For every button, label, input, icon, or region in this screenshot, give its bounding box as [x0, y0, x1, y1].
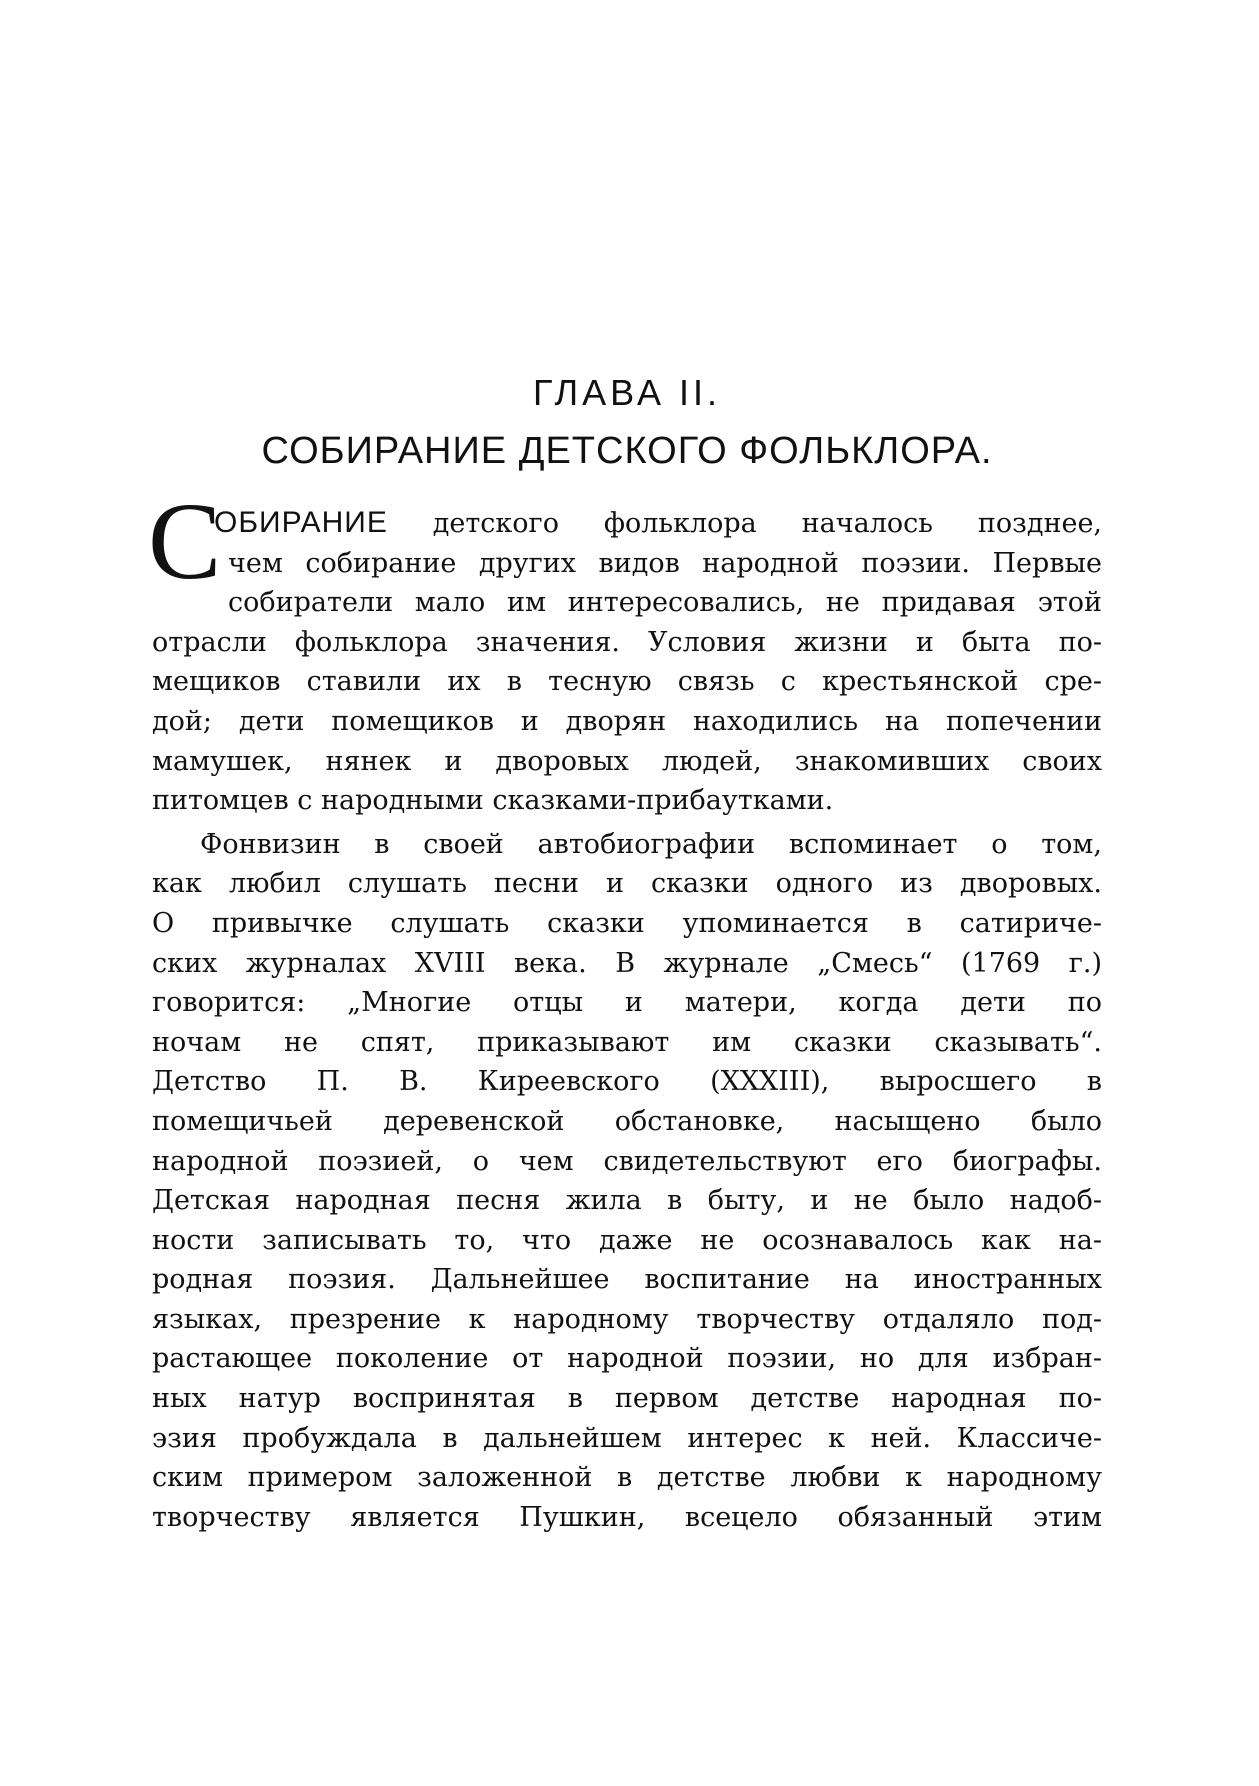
text-line: Фонвизин в своей автобиографии вспоминает о том,	[200, 828, 1102, 860]
text-line: ских журналах XVIII века. В журнале „Смесь“ (1769 г.)	[152, 947, 1102, 979]
drop-cap: С	[148, 480, 222, 602]
text-line: мещиков ставили их в тесную связь с крестьянской сре-	[152, 666, 1102, 698]
text-line: ночам не спят, приказывают им сказки сказывать“.	[152, 1026, 1102, 1058]
text-line: ским примером заложенной в детстве любви к народному	[152, 1462, 1102, 1494]
text-line: говорится: „Многие отцы и матери, когда дети по	[152, 987, 1102, 1019]
paragraph-2	[152, 825, 1102, 1538]
text-line: языках, презрение к народному творчеству отдаляло под-	[152, 1303, 1102, 1335]
chapter-title: СОБИРАНИЕ ДЕТСКОГО ФОЛЬКЛОРА.	[261, 430, 993, 472]
lead-word: ОБИРАНИЕ	[214, 506, 388, 539]
text-line: О привычке слушать сказки упоминается в сатириче-	[152, 907, 1102, 939]
text-line: как любил слушать песни и сказки одного из дворовых.	[152, 868, 1102, 900]
text-line: ности записывать то, что даже не осознавалось как на-	[152, 1224, 1102, 1256]
text-line: растающее поколение от народной поэзии, но для избран-	[152, 1343, 1102, 1375]
text-line: чем собирание других видов народной поэзии. Первые	[228, 547, 1102, 579]
text-line: эзия пробуждала в дальнейшем интерес к ней. Классиче-	[152, 1422, 1102, 1454]
text-line: дой; дети помещиков и дворян находились на попечении	[152, 705, 1102, 737]
paragraph-1	[148, 480, 1102, 821]
text-line-rest: детского фольклора началось позднее,	[432, 508, 1102, 539]
text-line: помещичьей деревенской обстановке, насыщено было	[152, 1105, 1102, 1137]
text-line: мамушек, нянек и дворовых людей, знакомивших своих	[152, 745, 1102, 777]
chapter-number: ГЛАВА II.	[533, 372, 721, 413]
book-page	[148, 372, 1102, 1537]
text-line: творчеству является Пушкин, всецело обязанный этим	[152, 1501, 1102, 1533]
text-line: ных натур воспринятая в первом детстве народная по-	[152, 1383, 1102, 1415]
text-line: отрасли фольклора значения. Условия жизни и быта по-	[152, 626, 1102, 658]
text-line: народной поэзией, о чем свидетельствуют его биографы.	[152, 1145, 1102, 1177]
text-line: Детство П. В. Киреевского (XXXIII), выросшего в	[152, 1066, 1102, 1098]
text-line: Детская народная песня жила в быту, и не было надоб-	[152, 1185, 1102, 1217]
text-line: собиратели мало им интересовались, не придавая этой	[228, 587, 1102, 619]
text-line	[152, 503, 1102, 544]
text-line: родная поэзия. Дальнейшее воспитание на иностранных	[152, 1264, 1102, 1296]
text-line: питомцев с народными сказками-прибаутками.	[152, 785, 834, 817]
drop-cap-block	[148, 480, 1102, 623]
